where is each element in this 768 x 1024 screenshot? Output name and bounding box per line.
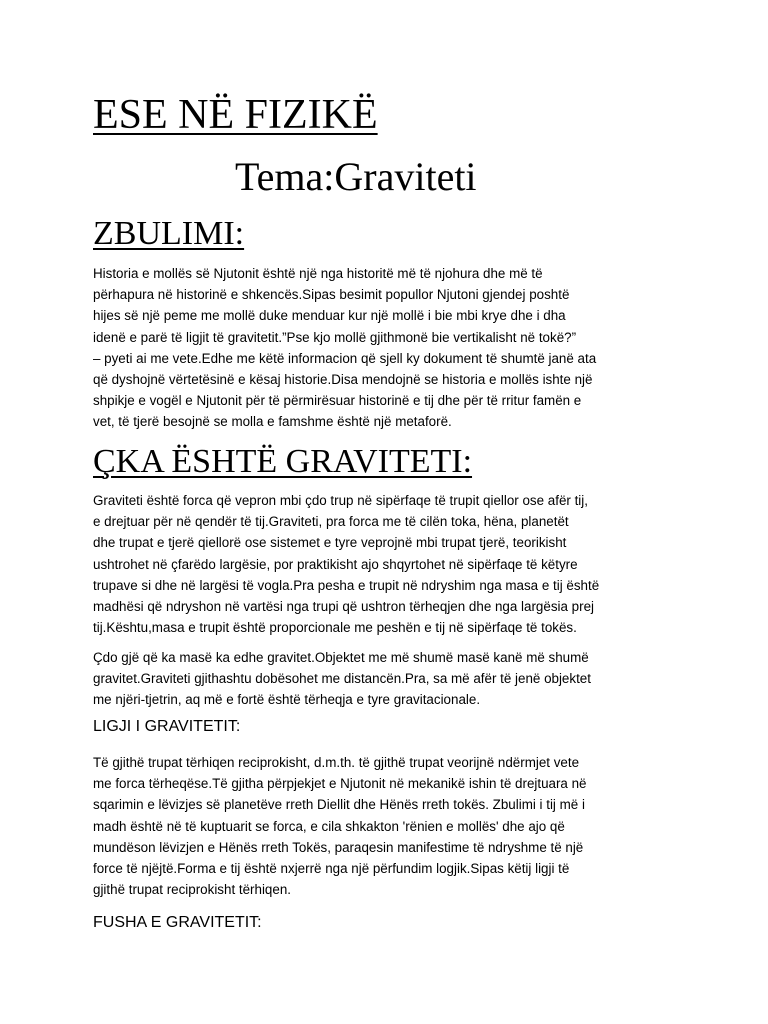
paragraph-line: gjithë trupat reciprokisht tërhiqen. xyxy=(93,882,291,898)
paragraph-line: me njëri-tjetrin, aq më e fortë është tërheqja e tyre gravitacionale. xyxy=(93,692,481,708)
paragraph-line: madhësi që ndryshon në vartësi nga trupi që ushtron tërheqjen dhe nga largësia prej xyxy=(93,599,594,615)
paragraph-line: madh është në të kuptuarit se forca, e cila shkakton 'rënien e mollës' dhe ajo që xyxy=(93,818,565,834)
paragraph-line: Graviteti është forca që vepron mbi çdo trup në sipërfaqe të trupit qiellor ose afër tij, xyxy=(93,493,588,508)
paragraph-line: dhe trupat e tjerë qiellorë ose sistemet e tyre veprojnë mbi trupat tjerë, teorikisht xyxy=(93,535,567,551)
document-title: ESE NË FIZIKË xyxy=(93,92,378,138)
paragraph-ligji xyxy=(93,752,679,900)
paragraph-line: shpikje e vogël e Njutonit për të përmirësuar historinë e tij dhe për të rritur famën e xyxy=(93,393,582,409)
paragraph-line: me forca tërheqëse.Të gjitha përpjekjet e Njutonit në mekanikë ishin të drejtuara në xyxy=(93,776,587,792)
paragraph-graviteti-2 xyxy=(93,647,679,711)
paragraph-line: përhapura në historinë e shkencës.Sipas besimit popullor Njutoni gjendej poshtë xyxy=(93,287,570,303)
section-heading-fusha-e-gravitetit: FUSHA E GRAVITETIT: xyxy=(93,914,262,931)
paragraph-line: trupave si dhe në largësi të vogla.Pra pesha e trupit në ndryshim nga masa e tij është xyxy=(93,577,600,593)
paragraph-line: force të njëjtë.Forma e tij është nxjerrë nga një përfundim logjik.Sipas këtij ligji të xyxy=(93,861,570,877)
paragraph-zbulimi xyxy=(93,263,679,433)
paragraph-line: ushtrohet në çfarëdo largësie, por praktikisht ajo shqyrtohet në sipërfaqe të këtyre xyxy=(93,556,578,572)
paragraph-line: idenë e parë të ligjit të gravitetit.”Pse kjo mollë gjithmonë bie vertikalisht në tokë?” xyxy=(93,329,577,345)
paragraph-line: vet, të tjerë besojnë se molla e famshme është një metaforë. xyxy=(93,414,452,430)
paragraph-graviteti-1 xyxy=(93,490,679,638)
paragraph-line: hijes së një peme me mollë duke menduar kur një mollë i bie mbi krye dhe i dha xyxy=(93,308,566,324)
section-heading-zbulimi: ZBULIMI: xyxy=(93,215,245,252)
paragraph-line: gravitet.Graviteti gjithashtu dobësohet me distancën.Pra, sa më afër të jenë objektet xyxy=(93,671,591,687)
section-heading-ligji-i-gravitetit: LIGJI I GRAVITETIT: xyxy=(93,718,241,735)
paragraph-line: që dyshojnë vërtetësinë e kësaj historie.Disa mendojnë se historia e mollës ishte një xyxy=(93,372,593,388)
paragraph-line: mundëson lëvizjen e Hënës rreth Tokës, paraqesin manifestime të ndryshme të një xyxy=(93,839,584,855)
paragraph-line: sqarimin e lëvizjes së planetëve rreth Diellit dhe Hënës rreth tokës. Zbulimi i tij më i xyxy=(93,797,585,813)
document-subtitle: Tema:Graviteti xyxy=(235,154,477,199)
section-heading-cka-eshte-graviteti: ÇKA ËSHTË GRAVITETI: xyxy=(93,443,473,480)
paragraph-line: Historia e mollës së Njutonit është një nga historitë më të njohura dhe më të xyxy=(93,266,543,281)
paragraph-line: e drejtuar për në qendër të tij.Graviteti, pra forca me të cilën toka, hëna, planetët xyxy=(93,514,569,530)
paragraph-line: tij.Kështu,masa e trupit është proporcionale me peshën e tij në sipërfaqe të tokës. xyxy=(93,620,577,636)
paragraph-line: – pyeti ai me vete.Edhe me këtë informacion që sjell ky dokument të shumtë janë ata xyxy=(93,350,597,366)
paragraph-line: Të gjithë trupat tërhiqen reciprokisht, d.m.th. të gjithë trupat veorijnë ndërmjet vete xyxy=(93,755,580,770)
paragraph-line: Çdo gjë që ka masë ka edhe gravitet.Objektet me më shumë masë kanë më shumë xyxy=(93,650,589,665)
